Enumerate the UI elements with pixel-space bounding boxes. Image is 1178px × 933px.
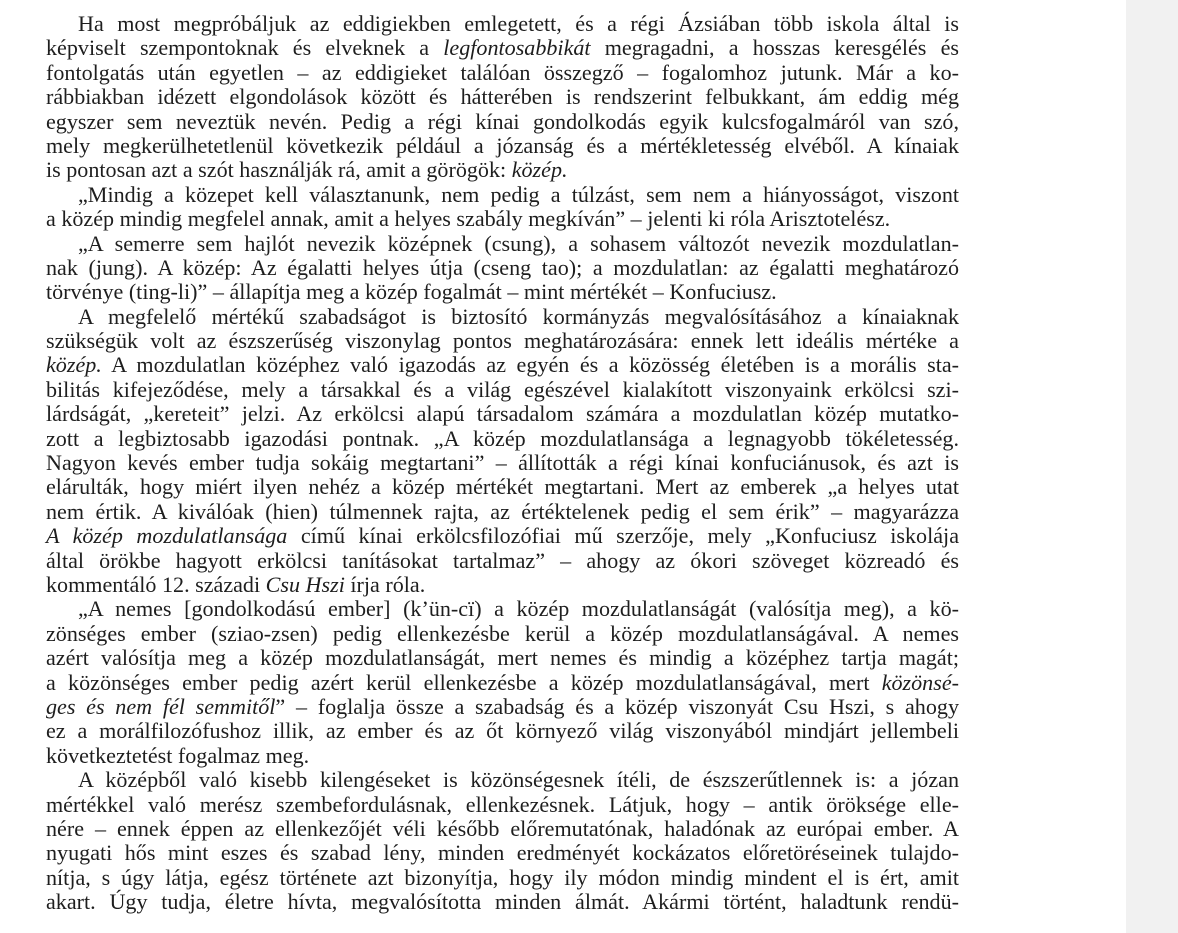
text-line <box>46 622 959 646</box>
text-run: „A semerre sem hajlót nevezik középnek (csung), a sohasem változót nevezik mozdulatlan- <box>78 230 959 256</box>
paragraph <box>46 768 959 914</box>
text-run: elárulták, hogy miért ilyen nehéz a közép mértékét megtartani. Mert az emberek „a helyes utat <box>46 474 959 500</box>
text-line <box>46 378 959 402</box>
text-line <box>46 841 959 865</box>
text-line <box>46 329 959 353</box>
paragraph <box>46 305 959 598</box>
text-line <box>46 744 959 768</box>
text-line <box>46 232 959 256</box>
text-line <box>46 305 959 329</box>
text-line <box>46 549 959 573</box>
text-line <box>46 353 959 377</box>
document-page <box>46 12 959 914</box>
text-line <box>46 817 959 841</box>
text-run: lárdságát, „kereteit” jelzi. Az erkölcsi alapú társadalom számára a mozdulatlan közép mutatko- <box>46 401 959 427</box>
text-run: kommentáló 12. századi <box>46 571 266 597</box>
text-run: rábbiakban idézett elgondolások között és hátterében is rendszerint felbukkant, ám eddig még <box>46 84 959 110</box>
text-line <box>46 427 959 451</box>
text-line <box>46 207 959 231</box>
text-line <box>46 866 959 890</box>
text-line <box>46 719 959 743</box>
text-line <box>46 646 959 670</box>
text-run: akart. Úgy tudja, életre hívta, megvalósította minden álmát. Akármi történt, haladtunk rendü- <box>46 889 959 915</box>
text-run: mely megkerülhetetlenül következik például a józanság és a mértékletesség elvéből. A kínaiak <box>46 132 959 158</box>
text-run: című kínai erkölcsfilozófiai mű szerzője, mely „Konfuciusz iskolája <box>287 523 959 549</box>
text-run: A középből való kisebb kilengéseket is közönségesnek ítéli, de észszerűtlennek is: a józan <box>78 767 959 793</box>
text-run: Ha most megpróbáljuk az eddigiekben emlegetett, és a régi Ázsiában több iskola által is <box>78 11 959 36</box>
text-run: fontolgatás után egyetlen – az eddigieket találóan összegző – fogalomhoz jutunk. Már a ko- <box>46 59 959 85</box>
page-edge-strip <box>1126 0 1178 933</box>
text-run: mértékkel való merész szembefordulásnak, ellenkezésnek. Látjuk, hogy – antik öröksége elle- <box>46 791 959 817</box>
text-line <box>46 524 959 548</box>
italic-text-run: közönsé- <box>881 669 959 695</box>
text-run: Nagyon kevés ember tudja sokáig megtartani” – állították a régi kínai konfuciánusok, és azt is <box>46 450 959 476</box>
text-line <box>46 573 959 597</box>
text-run: zott a legbiztosabb igazodási pontnak. „A közép mozdulatlansága a legnagyobb tökéletesség. <box>46 425 959 451</box>
text-run: is pontosan azt a szót használják rá, amit a görögök: <box>46 157 512 183</box>
text-run: a közép mindig megfelel annak, amit a helyes szabály megkíván” – jelenti ki róla Arisztotelész. <box>46 206 891 232</box>
text-run: nyugati hős mint eszes és szabad lény, minden eredményét kockázatos előretöréseinek tulajdo- <box>46 840 959 866</box>
text-line <box>46 402 959 426</box>
text-run: következtetést fogalmaz meg. <box>46 742 310 768</box>
text-run: bilitás kifejeződése, mely a társakkal és a világ egészével kialakított viszonyaink erkölcsi szi- <box>46 376 959 402</box>
text-line <box>46 695 959 719</box>
text-run: azért valósítja meg a közép mozdulatlanságát, mert nemes és mindig a középhez tartja magát; <box>46 645 959 671</box>
paragraph <box>46 183 959 232</box>
text-line <box>46 12 959 36</box>
text-line <box>46 597 959 621</box>
text-line <box>46 61 959 85</box>
text-run: nem értik. A kiválóak (hien) túlmennek rajta, az értéktelenek pedig el sem érik” – magyarázza <box>46 498 959 524</box>
italic-text-run: A közép mozdulatlansága <box>46 523 288 549</box>
text-run: megragadni, a hosszas keresgélés és <box>590 35 959 61</box>
text-run: A megfelelő mértékű szabadságot is biztosító kormányzás megvalósításához a kínaiaknak <box>78 303 959 329</box>
text-line <box>46 36 959 60</box>
text-line <box>46 671 959 695</box>
text-run: egyszer sem neveztük nevén. Pedig a régi kínai gondolkodás egyik kulcsfogalmáról van szó, <box>46 108 959 134</box>
text-run: nak (jung). A közép: Az égalatti helyes útja (cseng tao); a mozdulatlan: az égalatti meghatározó <box>46 254 959 280</box>
text-run: képviselt szempontoknak és elveknek a <box>46 35 444 61</box>
text-line <box>46 158 959 182</box>
text-run: a közönséges ember pedig azért kerül ellenkezésbe a közép mozdulatlanságával, mert <box>46 669 882 695</box>
text-run: „A nemes [gondolkodású ember] (k’ün-cï) a közép mozdulatlanságát (valósítja meg), a kö- <box>78 596 959 622</box>
text-run: nére – ennek éppen az ellenkezőjét véli később előremutatónak, haladónak az európai ember. A <box>46 815 959 841</box>
text-run: törvénye (ting-li)” – állapítja meg a közép fogalmát – mint mértékét – Konfuciusz. <box>46 279 777 305</box>
text-line <box>46 475 959 499</box>
italic-text-run: legfontosabbikát <box>443 35 591 61</box>
text-line <box>46 280 959 304</box>
paragraph <box>46 232 959 305</box>
italic-text-run: ges és nem fél semmitől <box>46 693 276 719</box>
paragraph <box>46 597 959 768</box>
text-line <box>46 183 959 207</box>
text-run: nítja, s úgy látja, egész története azt bizonyítja, hogy ily módon mindig mindent el is ért, amit <box>46 864 959 890</box>
text-line <box>46 500 959 524</box>
text-run: „Mindig a közepet kell választanunk, nem pedig a túlzást, sem nem a hiányosságot, viszont <box>78 181 959 207</box>
text-run: ” – foglalja össze a szabadság és a közép viszonyát Csu Hszi, s ahogy <box>275 693 959 719</box>
text-run: által örökbe hagyott erkölcsi tanításokat tartalmaz” – ahogy az ókori szöveget közreadó és <box>46 547 959 573</box>
text-line <box>46 793 959 817</box>
text-line <box>46 768 959 792</box>
text-line <box>46 890 959 914</box>
text-run: ez a morálfilozófushoz illik, az ember és az őt környező világ viszonyából mindjárt jellembeli <box>46 718 959 744</box>
text-line <box>46 451 959 475</box>
text-run: A mozdulatlan középhez való igazodás az egyén és a közösség életében is a morális sta- <box>101 352 959 378</box>
text-line <box>46 134 959 158</box>
text-line <box>46 110 959 134</box>
paragraph <box>46 12 959 183</box>
text-line <box>46 256 959 280</box>
text-run: zönséges ember (sziao-zsen) pedig ellenkezésbe kerül a közép mozdulatlanságával. A nemes <box>46 620 959 646</box>
italic-text-run: közép. <box>511 157 568 183</box>
text-run: írja róla. <box>344 571 426 597</box>
italic-text-run: Csu Hszi <box>265 571 345 597</box>
italic-text-run: közép. <box>46 352 102 378</box>
text-line <box>46 85 959 109</box>
text-run: szükségük volt az észszerűség viszonylag pontos meghatározására: ennek lett ideális mértéke a <box>46 328 959 354</box>
